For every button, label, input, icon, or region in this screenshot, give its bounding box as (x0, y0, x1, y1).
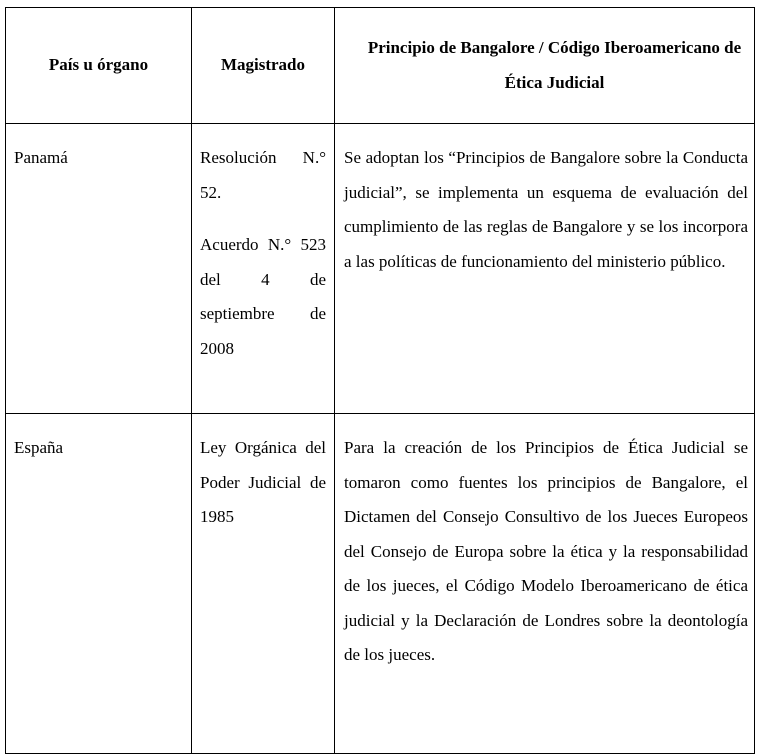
principio-cell (335, 414, 755, 754)
header-principio (335, 8, 755, 124)
header-country (6, 8, 192, 124)
table-header-row (6, 8, 755, 124)
principio-cell (335, 124, 755, 414)
magistrado-entry: Ley Orgánica del Poder Judicial de 1985 (200, 438, 326, 526)
magistrado-cell (192, 124, 335, 414)
header-magistrado-label: Magistrado (220, 55, 306, 75)
magistrado-entry: Acuerdo N.° 523 del 4 de septiembre de 2008 (200, 235, 326, 358)
magistrado-cell (192, 414, 335, 754)
country-cell: Panamá (6, 124, 192, 414)
principio-text: Para la creación de los Principios de Ética Judicial se tomaron como fuentes los principios de Bangalore, el Dictamen del Consejo Consultivo de los Jueces Europeos del Consejo de Europa sobre la ética y la responsabilidad de los jueces, el Código Modelo Iberoamericano de ética judicial y la Declaración de Londres sobre la deontología de los jueces. (344, 438, 748, 664)
ethics-table (5, 7, 755, 754)
table-row (6, 124, 755, 414)
country-cell: España (6, 414, 192, 754)
magistrado-entry: Resolución N.° 52. (200, 148, 326, 202)
principio-text: Se adoptan los “Principios de Bangalore sobre la Conducta judicial”, se implementa un esquema de evaluación del cumplimiento de las reglas de Bangalore y se los incorpora a las políticas de funcionamiento del ministerio público. (344, 148, 748, 271)
header-magistrado (192, 8, 335, 124)
header-country-label: País u órgano (48, 55, 149, 75)
header-principio-label: Principio de Bangalore / Código Iberoamericano de Ética Judicial (367, 38, 742, 92)
table-row (6, 414, 755, 754)
